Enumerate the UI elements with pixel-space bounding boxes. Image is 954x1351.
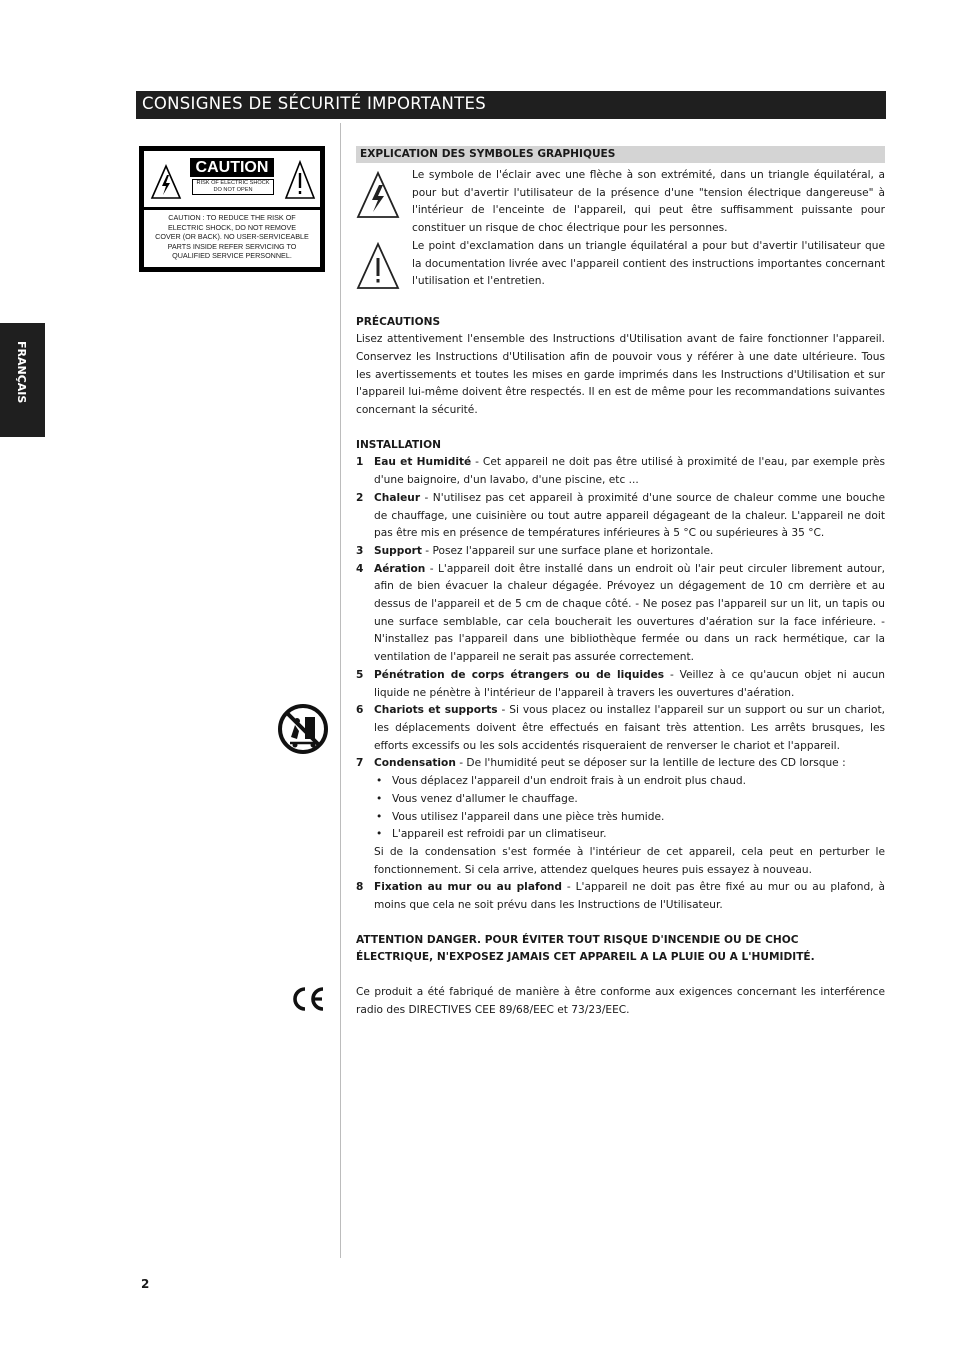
bullet-item: • Vous utilisez l'appareil dans une pièce très humide. bbox=[356, 809, 885, 827]
caution-line: QUALIFIED SERVICE PERSONNEL. bbox=[172, 251, 292, 261]
item-text: - L'appareil ne doit pas être fixé au mur ou au plafond, à moins que cela ne soit prévu dans les Instructions de l'Utilisateur. bbox=[374, 881, 885, 912]
item-number: 3 bbox=[356, 544, 364, 557]
language-tab bbox=[0, 323, 45, 437]
item-text: - L'appareil doit être installé dans un endroit où l'air peut circuler librement autour, afin de bien évacuer la chaleur dégagée. Prévoyez un dégagement de 10 cm derrière et au dessus de l'appareil et de 5 cm de chaque côté. - Ne posez pas l'appareil sur un lit, un tapis ou une surface semblable, car cela boucherait les ouvertures d'aération sur la face inférieure. - N'installez pas l'appareil dans une bibliothèque fermée ou dans un rack hermétique, car la ventilation de l'appareil ne serait pas assurée correctement. bbox=[374, 562, 885, 664]
bullet-text: Vous utilisez l'appareil dans une pièce très humide. bbox=[392, 810, 665, 823]
caution-text bbox=[148, 213, 316, 261]
item-title: Chaleur bbox=[374, 491, 421, 504]
lightning-triangle-icon bbox=[356, 171, 400, 219]
list-item bbox=[356, 702, 885, 755]
column-divider bbox=[340, 123, 341, 1258]
risk-line: RISK OF ELECTRIC SHOCK bbox=[196, 180, 270, 186]
compliance-text: Ce produit a été fabriqué de manière à être conforme aux exigences concernant les interférence radio des DIRECTIVES CEE 89/68/EEC et 73/23/EEC. bbox=[356, 986, 885, 1016]
item-text: - Posez l'appareil sur une surface plane et horizontale. bbox=[421, 544, 714, 557]
language-tab-label: FRANÇAIS bbox=[15, 341, 28, 404]
precautions-heading: PRÉCAUTIONS bbox=[356, 315, 441, 328]
item-text: - N'utilisez pas cet appareil à proximité d'une source de chaleur comme une bouche de chauffage, une cuisinière ou tout autre appareil dégageant de la chaleur. L'appareil ne doit pas être mis en présence de températures inférieures à 5 °C ou supérieures à 35 °C. bbox=[374, 491, 885, 540]
item-title: Support bbox=[374, 544, 422, 557]
item-title: Aération bbox=[374, 562, 426, 575]
list-item bbox=[356, 667, 885, 702]
bullet-text: L'appareil est refroidi par un climatiseur. bbox=[392, 828, 607, 841]
item-number: 5 bbox=[356, 668, 364, 681]
risk-line: DO NOT OPEN bbox=[213, 187, 253, 193]
list-item bbox=[356, 879, 885, 914]
risk-warning bbox=[192, 179, 274, 195]
cart-tip-over-icon bbox=[277, 703, 329, 755]
item-text: - Veillez à ce qu'aucun objet ni aucun liquide ne pénètre à l'intérieur de l'appareil à travers les ouvertures d'aération. bbox=[374, 668, 885, 699]
list-item bbox=[356, 543, 885, 561]
item-title: Eau et Humidité bbox=[374, 456, 472, 469]
exclamation-triangle-icon bbox=[356, 242, 400, 290]
item-number: 6 bbox=[356, 704, 364, 717]
list-item bbox=[356, 561, 885, 667]
item-title: Pénétration de corps étrangers ou de liquides bbox=[374, 668, 665, 681]
caution-line: COVER (OR BACK). NO USER-SERVICEABLE bbox=[155, 232, 309, 242]
exclamation-triangle-icon bbox=[284, 160, 316, 200]
caution-line: ELECTRIC SHOCK, DO NOT REMOVE bbox=[167, 222, 297, 232]
condensation-note: Si de la condensation s'est formée à l'intérieur de cet appareil, cela peut en perturber le fonctionnement. Si cela arrive, attendez quelques heures puis essayez à nouveau. bbox=[374, 845, 885, 876]
lightning-text: Le symbole de l'éclair avec une flèche à son extrémité, dans un triangle équilatéral, a pour but d'avertir l'utilisateur de la présence d'une "tension électrique dangereuse" à l'intérieur de l'enceinte de l'appareil, qui peut être suffisamment puissante pour constituer un risque de choc électrique pour les personnes. bbox=[412, 169, 885, 235]
item-text: - Si vous placez ou installez l'appareil sur un support ou sur un chariot, les déplacements doivent être effectués en faisant très attention. Les arrêts brusques, les efforts excessifs ou les sols accidentés risqueraient de renverser le chariot et l'appareil. bbox=[374, 704, 886, 752]
bullet-text: Vous venez d'allumer le chauffage. bbox=[392, 792, 578, 805]
item-number: 7 bbox=[356, 757, 364, 770]
warning-line: ATTENTION DANGER. POUR ÉVITER TOUT RISQUE D'INCENDIE OU DE CHOC bbox=[356, 933, 799, 946]
page-number: 2 bbox=[141, 1277, 150, 1291]
lightning-triangle-icon bbox=[150, 164, 182, 200]
caution-line: CAUTION : TO REDUCE THE RISK OF bbox=[168, 213, 296, 222]
installation-heading: INSTALLATION bbox=[356, 438, 441, 451]
item-title: Chariots et supports bbox=[374, 704, 498, 717]
item-number: 1 bbox=[356, 456, 364, 469]
item-number: 2 bbox=[356, 491, 364, 504]
main-content bbox=[356, 146, 885, 1020]
warning-line: ÉLECTRIQUE, N'EXPOSEZ JAMAIS CET APPAREIL A LA PLUIE OU A L'HUMIDITÉ. bbox=[356, 951, 815, 964]
list-item bbox=[356, 490, 885, 543]
lightning-explanation bbox=[356, 167, 885, 238]
bullet-text: Vous déplacez l'appareil d'un endroit frais à un endroit plus chaud. bbox=[392, 775, 747, 788]
caution-line: PARTS INSIDE REFER SERVICING TO bbox=[167, 241, 297, 251]
danger-warning bbox=[356, 932, 885, 967]
exclamation-text: Le point d'exclamation dans un triangle équilatéral a pour but d'avertir l'utilisateur que la documentation livrée avec l'appareil contient des instructions importantes concernant l'utilisation et l'entretien. bbox=[412, 239, 885, 288]
list-item bbox=[356, 454, 885, 489]
item-number: 4 bbox=[356, 562, 364, 575]
item-text: - De l'humidité peut se déposer sur la lentille de lecture des CD lorsque : bbox=[455, 757, 846, 770]
bullet-item: • Vous venez d'allumer le chauffage. bbox=[356, 791, 885, 809]
precautions-text: Lisez attentivement l'ensemble des Instructions d'Utilisation avant de faire fonctionner l'appareil. Conservez les Instructions d'Utilisation afin de pouvoir vous y référer à une date ultérieure. Tous les avertissements et toutes les mises en garde imprimés dans les Instructions d'Utilisation et sur l'appareil lui-même doivent être respectés. Il en est de même pour les recommandations suivantes concernant la sécurité. bbox=[356, 333, 885, 417]
item-number: 8 bbox=[356, 881, 364, 894]
list-item bbox=[356, 755, 885, 773]
caution-word: CAUTION bbox=[190, 158, 274, 177]
item-text: - Cet appareil ne doit pas être utilisé à proximité de l'eau, par exemple près d'une baignoire, d'un lavabo, d'une piscine, etc ... bbox=[374, 456, 885, 487]
page-header bbox=[136, 91, 886, 119]
item-title: Fixation au mur ou au plafond bbox=[374, 881, 562, 894]
item-title: Condensation bbox=[374, 757, 456, 770]
bullet-item: • Vous déplacez l'appareil d'un endroit frais à un endroit plus chaud. bbox=[356, 773, 885, 791]
bullet-item: • L'appareil est refroidi par un climatiseur. bbox=[356, 826, 885, 844]
symbols-heading: EXPLICATION DES SYMBOLES GRAPHIQUES bbox=[356, 146, 885, 163]
ce-mark-icon bbox=[290, 985, 326, 1013]
exclamation-explanation bbox=[356, 238, 885, 297]
page-title: CONSIGNES DE SÉCURITÉ IMPORTANTES bbox=[142, 94, 487, 113]
caution-label bbox=[139, 146, 325, 272]
